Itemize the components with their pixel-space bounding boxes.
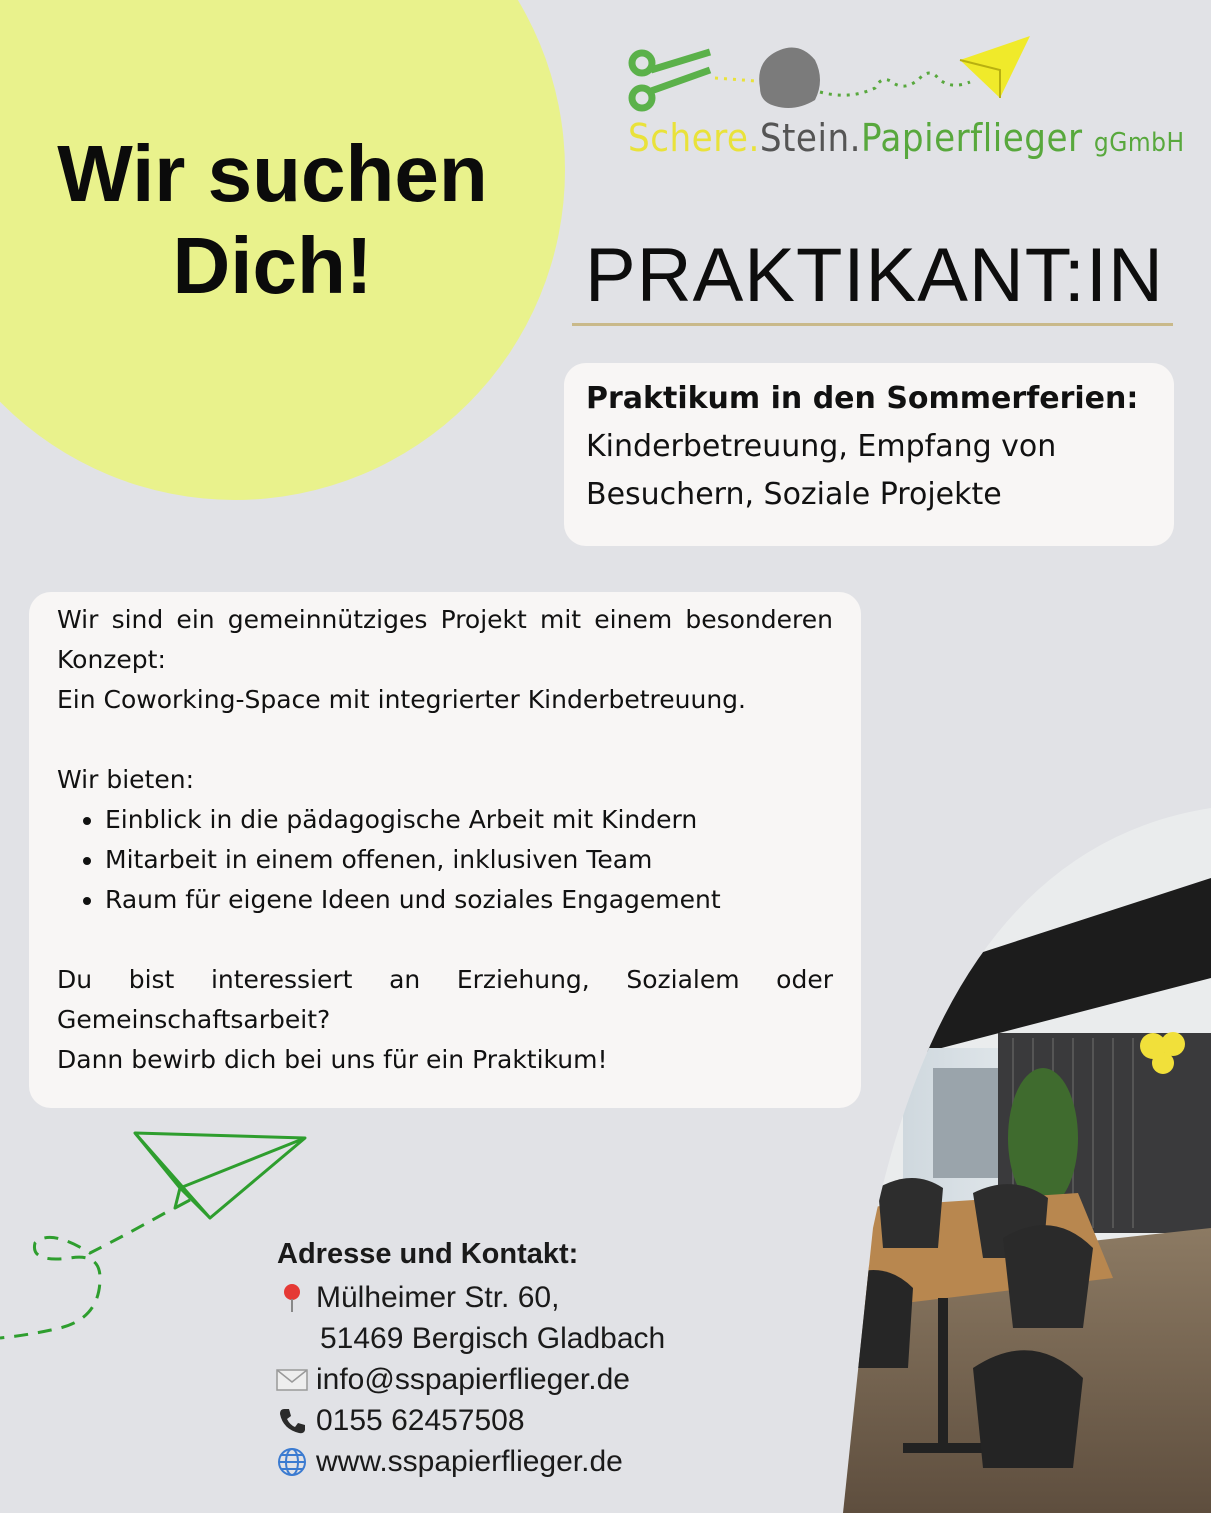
coworking-space-photo: [843, 808, 1211, 1513]
pin-icon: [268, 1283, 316, 1313]
phone-row[interactable]: [268, 1400, 665, 1441]
internship-line: Kinderbetreuung, Empfang von: [586, 429, 1057, 464]
about-card: [29, 592, 861, 1108]
internship-line: Besuchern, Soziale Projekte: [586, 477, 1002, 512]
offer-heading: Wir bieten:: [57, 765, 194, 794]
phone-icon: [268, 1407, 316, 1435]
logo-illustration: [620, 30, 1040, 115]
job-title: PRAKTIKANT:IN: [585, 233, 1164, 318]
address-street: Mülheimer Str. 60,: [316, 1280, 560, 1314]
logo-legal-suffix: gGmbH: [1093, 128, 1185, 158]
about-question: Du bist interessiert an Erziehung, Sozialem oder Gemeinschaftsarbeit?: [57, 965, 833, 1034]
phone-link[interactable]: 0155 62457508: [316, 1403, 525, 1437]
headline-line-2: Dich!: [172, 221, 373, 310]
email-row[interactable]: [268, 1359, 665, 1400]
scissors-icon: [632, 52, 710, 108]
internship-card: [564, 363, 1174, 546]
offer-item: • Mitarbeit in einem offenen, inklusiven Team: [105, 840, 833, 880]
contact-heading: Adresse und Kontakt:: [277, 1238, 579, 1270]
company-logo-text: [628, 116, 1185, 160]
stone-icon: [759, 48, 820, 108]
logo-word-stein: Stein.: [759, 116, 862, 160]
address-city: 51469 Bergisch Gladbach: [320, 1321, 666, 1355]
website-row[interactable]: [268, 1441, 665, 1482]
offer-list: [57, 800, 833, 920]
offer-item: • Raum für eigene Ideen und soziales Engagement: [105, 880, 833, 920]
website-link[interactable]: www.sspapierflieger.de: [316, 1444, 623, 1478]
headline-line-1: Wir suchen: [57, 129, 488, 218]
headline: [20, 128, 525, 312]
email-link[interactable]: info@sspapierflieger.de: [316, 1362, 630, 1396]
logo-word-schere: Schere.: [628, 116, 760, 160]
about-concept: Ein Coworking-Space mit integrierter Kinderbetreuung.: [57, 685, 747, 714]
offer-item: • Einblick in die pädagogische Arbeit mit Kindern: [105, 800, 833, 840]
contact-section: [268, 1238, 665, 1482]
about-intro: Wir sind ein gemeinnütziges Projekt mit einem besonderen Konzept:: [57, 605, 833, 674]
address-row: [268, 1277, 665, 1318]
about-cta: Dann bewirb dich bei uns für ein Praktikum!: [57, 1045, 608, 1074]
globe-icon: [268, 1447, 316, 1477]
internship-lead: Praktikum in den Sommerferien:: [586, 381, 1139, 416]
envelope-icon: [268, 1368, 316, 1392]
logo-word-papierflieger: Papierflieger: [861, 116, 1083, 160]
paper-plane-icon: [960, 36, 1030, 98]
title-underline: [572, 323, 1173, 326]
